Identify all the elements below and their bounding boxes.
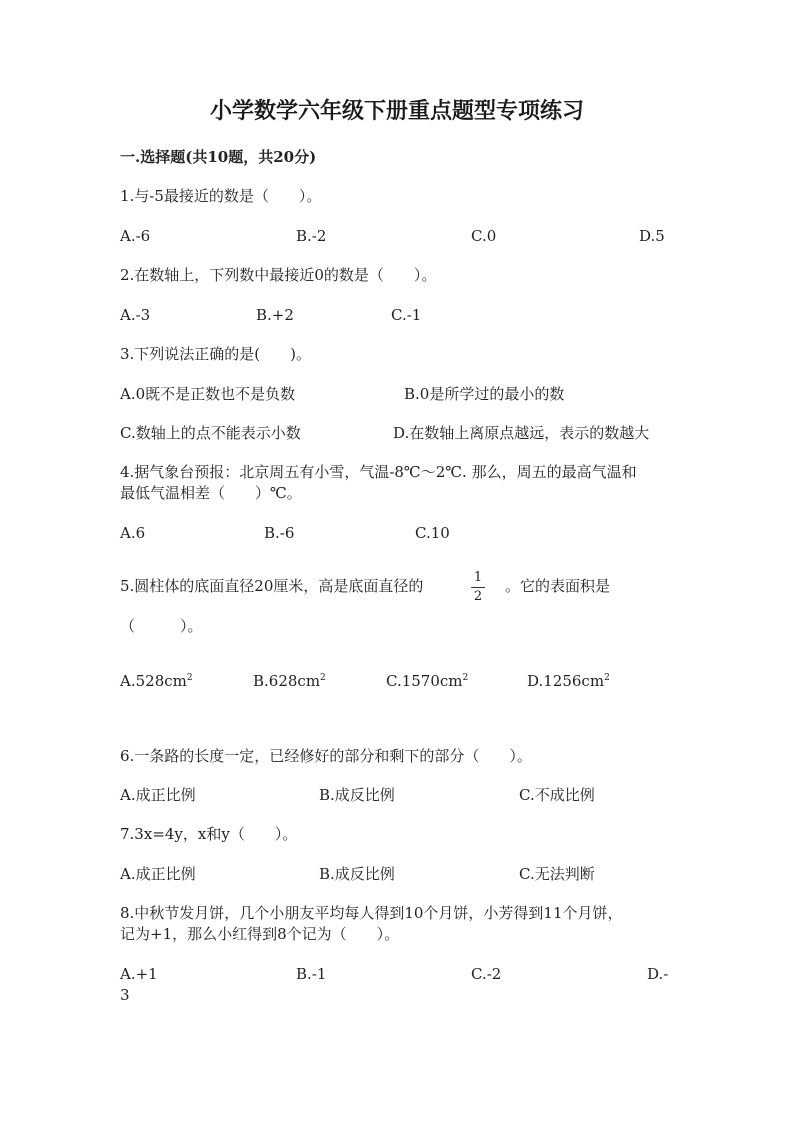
question-4-stem-line-2: 最低气温相差（ ）℃。 <box>120 484 302 502</box>
question-6-stem: 6.一条路的长度一定，已经修好的部分和剩下的部分（ ）。 <box>120 747 532 765</box>
question-1-option-a: A.-6 <box>120 227 151 245</box>
question-5-stem-end: 。它的表面积是 <box>505 577 611 595</box>
fraction-bar <box>471 587 485 588</box>
question-8-option-c: C.-2 <box>471 965 502 983</box>
question-4-stem-line-1: 4.据气象台预报：北京周五有小雪，气温-8℃～2℃. 那么，周五的最高气温和 <box>120 463 637 481</box>
option-text: D.1256cm <box>527 672 605 690</box>
question-2-option-a: A.-3 <box>120 306 151 324</box>
question-3-option-d: D.在数轴上离原点越远，表示的数越大 <box>393 424 650 442</box>
question-7-option-b: B.成反比例 <box>319 865 395 883</box>
question-8-stem-line-2: 记为+1，那么小红得到8个记为（ ）。 <box>120 925 400 943</box>
question-1-option-c: C.0 <box>471 227 497 245</box>
question-3-option-b: B.0是所学过的最小的数 <box>404 385 565 403</box>
question-4-option-b: B.-6 <box>264 524 295 542</box>
section-heading: 一.选择题(共10题，共20分) <box>120 148 317 166</box>
question-4-option-c: C.10 <box>415 524 450 542</box>
question-2-stem: 2.在数轴上，下列数中最接近0的数是（ ）。 <box>120 266 437 284</box>
page-title: 小学数学六年级下册重点题型专项练习 <box>209 98 584 124</box>
fraction-numerator: 1 <box>473 570 483 585</box>
question-2-option-b: B.+2 <box>256 306 294 324</box>
question-7-option-a: A.成正比例 <box>120 865 196 883</box>
fraction-denominator: 2 <box>473 589 483 604</box>
question-3-option-a: A.0既不是正数也不是负数 <box>120 385 296 403</box>
option-text: C.1570cm <box>386 672 463 690</box>
question-8-option-d-wrap: 3 <box>120 986 130 1004</box>
question-3-stem: 3.下列说法正确的是( )。 <box>120 345 312 363</box>
question-1-option-b: B.-2 <box>296 227 327 245</box>
question-5-option-b <box>253 671 326 691</box>
option-text: B.628cm <box>253 672 321 690</box>
question-1-stem: 1.与-5最接近的数是（ ）。 <box>120 187 322 205</box>
question-7-stem: 7.3x=4y，x和y（ ）。 <box>120 825 298 843</box>
option-text: A.528cm <box>120 672 187 690</box>
question-1-option-d: D.5 <box>639 227 665 245</box>
question-6-option-b: B.成反比例 <box>319 786 395 804</box>
unit-exponent: 2 <box>320 673 326 683</box>
unit-exponent: 2 <box>186 673 193 683</box>
unit-exponent: 2 <box>462 673 469 683</box>
question-5-fraction <box>471 571 485 604</box>
question-8-stem-line-1: 8.中秋节发月饼，几个小朋友平均每人得到10个月饼，小芳得到11个月饼， <box>120 904 623 922</box>
question-7-option-c: C.无法判断 <box>519 865 595 883</box>
question-6-option-a: A.成正比例 <box>120 786 196 804</box>
question-5-stem-start: 5.圆柱体的底面直径20厘米，高是底面直径的 <box>120 577 424 595</box>
question-5-stem-line-2: （ ）。 <box>120 617 203 635</box>
question-5-option-c <box>386 671 468 691</box>
question-5-option-d <box>527 671 610 691</box>
question-6-option-c: C.不成比例 <box>519 786 595 804</box>
question-8-option-a: A.+1 <box>120 965 158 983</box>
unit-exponent: 2 <box>604 673 610 683</box>
question-5-option-a <box>120 671 193 691</box>
question-2-option-c: C.-1 <box>391 306 422 324</box>
question-4-option-a: A.6 <box>120 524 146 542</box>
question-3-option-c: C.数轴上的点不能表示小数 <box>120 424 301 442</box>
question-8-option-b: B.-1 <box>296 965 327 983</box>
question-8-option-d: D.- <box>647 965 669 983</box>
